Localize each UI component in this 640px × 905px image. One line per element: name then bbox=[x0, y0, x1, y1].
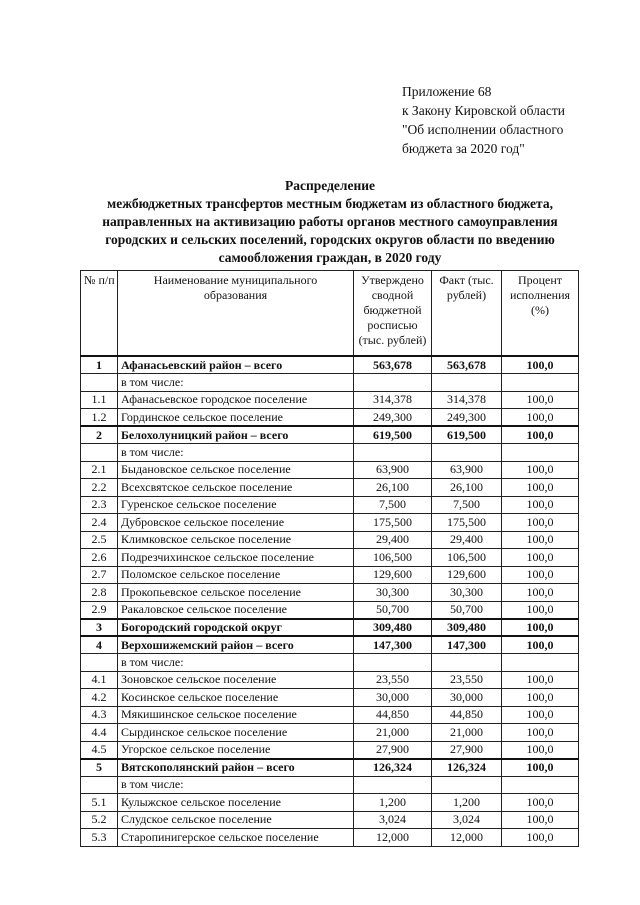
cell-fact: 309,480 bbox=[432, 619, 502, 637]
cell-pct: 100,0 bbox=[502, 636, 579, 654]
cell-plan: 309,480 bbox=[354, 619, 432, 637]
cell-num bbox=[81, 654, 118, 672]
table-row bbox=[81, 461, 579, 479]
cell-num: 2.3 bbox=[81, 496, 118, 514]
cell-pct: 100,0 bbox=[502, 391, 579, 409]
cell-name: Климковское сельское поселение bbox=[118, 531, 354, 549]
cell-name: Мякишинское сельское поселение bbox=[118, 706, 354, 724]
table-row bbox=[81, 654, 579, 672]
table-row-total bbox=[81, 356, 579, 374]
cell-plan: 619,500 bbox=[354, 426, 432, 444]
cell-name: Афанасьевский район – всего bbox=[118, 356, 354, 374]
cell-fact: 249,300 bbox=[432, 409, 502, 427]
cell-fact: 3,024 bbox=[432, 811, 502, 829]
cell-fact bbox=[432, 654, 502, 672]
appendix-line: бюджета за 2020 год" bbox=[402, 141, 525, 156]
title-line: Распределение bbox=[284, 178, 376, 193]
cell-fact: 147,300 bbox=[432, 636, 502, 654]
cell-plan bbox=[354, 776, 432, 794]
table-row-total bbox=[81, 426, 579, 444]
cell-fact: 44,850 bbox=[432, 706, 502, 724]
cell-pct: 100,0 bbox=[502, 601, 579, 619]
cell-fact bbox=[432, 444, 502, 462]
cell-pct: 100,0 bbox=[502, 811, 579, 829]
title-line: самообложения граждан, в 2020 году bbox=[218, 250, 442, 265]
cell-plan: 7,500 bbox=[354, 496, 432, 514]
header-plan: Утверждено сводной бюджетной росписью (тыс. рублей) bbox=[354, 271, 432, 357]
cell-num: 2.4 bbox=[81, 514, 118, 532]
cell-plan: 44,850 bbox=[354, 706, 432, 724]
table-row bbox=[81, 374, 579, 392]
cell-plan: 12,000 bbox=[354, 829, 432, 847]
table-row bbox=[81, 724, 579, 742]
cell-pct bbox=[502, 444, 579, 462]
cell-fact: 30,000 bbox=[432, 689, 502, 707]
cell-num: 2.9 bbox=[81, 601, 118, 619]
table-row bbox=[81, 566, 579, 584]
cell-plan bbox=[354, 654, 432, 672]
table-body bbox=[81, 356, 579, 846]
cell-pct: 100,0 bbox=[502, 409, 579, 427]
cell-num: 1 bbox=[81, 356, 118, 374]
cell-num: 5.3 bbox=[81, 829, 118, 847]
table-row bbox=[81, 391, 579, 409]
cell-name: Прокопьевское сельское поселение bbox=[118, 584, 354, 602]
table-row-total bbox=[81, 636, 579, 654]
cell-name: Всехсвятское сельское поселение bbox=[118, 479, 354, 497]
cell-num bbox=[81, 374, 118, 392]
cell-fact: 126,324 bbox=[432, 759, 502, 777]
header-fact: Факт (тыс. рублей) bbox=[432, 271, 502, 357]
cell-plan: 175,500 bbox=[354, 514, 432, 532]
cell-name: в том числе: bbox=[118, 654, 354, 672]
document-title bbox=[80, 177, 580, 267]
table-row bbox=[81, 601, 579, 619]
cell-name: в том числе: bbox=[118, 374, 354, 392]
table-row bbox=[81, 514, 579, 532]
cell-fact: 29,400 bbox=[432, 531, 502, 549]
cell-num: 4.4 bbox=[81, 724, 118, 742]
cell-plan: 249,300 bbox=[354, 409, 432, 427]
title-line: межбюджетных трансфертов местным бюджетам из областного бюджета, bbox=[107, 196, 553, 211]
cell-pct: 100,0 bbox=[502, 724, 579, 742]
table-row bbox=[81, 549, 579, 567]
cell-num bbox=[81, 444, 118, 462]
cell-name: Угорское сельское поселение bbox=[118, 741, 354, 759]
cell-plan bbox=[354, 374, 432, 392]
table-row bbox=[81, 671, 579, 689]
title-line: городских и сельских поселений, городских округов области по введению bbox=[105, 232, 555, 247]
cell-num: 1.1 bbox=[81, 391, 118, 409]
cell-num: 5.1 bbox=[81, 794, 118, 812]
cell-pct: 100,0 bbox=[502, 794, 579, 812]
cell-fact: 1,200 bbox=[432, 794, 502, 812]
table-row bbox=[81, 829, 579, 847]
cell-fact: 129,600 bbox=[432, 566, 502, 584]
cell-plan: 1,200 bbox=[354, 794, 432, 812]
cell-fact: 314,378 bbox=[432, 391, 502, 409]
cell-pct: 100,0 bbox=[502, 356, 579, 374]
cell-pct: 100,0 bbox=[502, 461, 579, 479]
cell-plan: 63,900 bbox=[354, 461, 432, 479]
table-row bbox=[81, 444, 579, 462]
cell-name: Зоновское сельское поселение bbox=[118, 671, 354, 689]
cell-fact bbox=[432, 374, 502, 392]
cell-num: 2.2 bbox=[81, 479, 118, 497]
header-pct: Процент исполнения (%) bbox=[502, 271, 579, 357]
cell-pct bbox=[502, 374, 579, 392]
cell-num: 2.1 bbox=[81, 461, 118, 479]
cell-num: 4 bbox=[81, 636, 118, 654]
cell-pct: 100,0 bbox=[502, 496, 579, 514]
table-row bbox=[81, 531, 579, 549]
cell-name: в том числе: bbox=[118, 444, 354, 462]
appendix-line: Приложение 68 bbox=[402, 84, 492, 99]
cell-name: Дубровское сельское поселение bbox=[118, 514, 354, 532]
table-row bbox=[81, 496, 579, 514]
cell-num: 2.8 bbox=[81, 584, 118, 602]
cell-plan: 147,300 bbox=[354, 636, 432, 654]
cell-name: Белохолуницкий район – всего bbox=[118, 426, 354, 444]
cell-pct: 100,0 bbox=[502, 741, 579, 759]
cell-num: 3 bbox=[81, 619, 118, 637]
cell-pct: 100,0 bbox=[502, 706, 579, 724]
cell-name: Гординское сельское поселение bbox=[118, 409, 354, 427]
appendix-line: к Закону Кировской области bbox=[402, 103, 566, 118]
cell-pct: 100,0 bbox=[502, 671, 579, 689]
cell-plan: 30,000 bbox=[354, 689, 432, 707]
table-row bbox=[81, 811, 579, 829]
cell-name: Подрезчихинское сельское поселение bbox=[118, 549, 354, 567]
cell-fact: 563,678 bbox=[432, 356, 502, 374]
header-num: № п/п bbox=[81, 271, 118, 357]
cell-plan: 129,600 bbox=[354, 566, 432, 584]
cell-num: 4.3 bbox=[81, 706, 118, 724]
cell-fact: 63,900 bbox=[432, 461, 502, 479]
cell-plan: 29,400 bbox=[354, 531, 432, 549]
table-row-total bbox=[81, 619, 579, 637]
cell-pct: 100,0 bbox=[502, 759, 579, 777]
cell-plan: 23,550 bbox=[354, 671, 432, 689]
cell-pct: 100,0 bbox=[502, 549, 579, 567]
cell-pct: 100,0 bbox=[502, 566, 579, 584]
cell-fact: 23,550 bbox=[432, 671, 502, 689]
cell-fact: 106,500 bbox=[432, 549, 502, 567]
table-row-total bbox=[81, 759, 579, 777]
cell-pct: 100,0 bbox=[502, 829, 579, 847]
cell-fact: 27,900 bbox=[432, 741, 502, 759]
cell-num: 2.5 bbox=[81, 531, 118, 549]
cell-name: Кулыжское сельское поселение bbox=[118, 794, 354, 812]
cell-num: 5.2 bbox=[81, 811, 118, 829]
cell-num: 4.2 bbox=[81, 689, 118, 707]
cell-num: 1.2 bbox=[81, 409, 118, 427]
table-row bbox=[81, 409, 579, 427]
title-line: направленных на активизацию работы органов местного самоуправления bbox=[102, 214, 558, 229]
cell-plan: 27,900 bbox=[354, 741, 432, 759]
cell-fact: 175,500 bbox=[432, 514, 502, 532]
cell-name: Богородский городской округ bbox=[118, 619, 354, 637]
cell-pct: 100,0 bbox=[502, 584, 579, 602]
cell-plan: 50,700 bbox=[354, 601, 432, 619]
cell-fact: 21,000 bbox=[432, 724, 502, 742]
cell-pct bbox=[502, 776, 579, 794]
cell-num: 4.1 bbox=[81, 671, 118, 689]
appendix-line: "Об исполнении областного bbox=[402, 122, 564, 137]
cell-fact: 619,500 bbox=[432, 426, 502, 444]
cell-name: Гуренское сельское поселение bbox=[118, 496, 354, 514]
cell-pct: 100,0 bbox=[502, 619, 579, 637]
cell-plan: 106,500 bbox=[354, 549, 432, 567]
cell-name: Слудское сельское поселение bbox=[118, 811, 354, 829]
cell-name: в том числе: bbox=[118, 776, 354, 794]
transfers-table bbox=[80, 270, 579, 847]
cell-name: Верхошижемский район – всего bbox=[118, 636, 354, 654]
cell-fact: 26,100 bbox=[432, 479, 502, 497]
cell-name: Косинское сельское поселение bbox=[118, 689, 354, 707]
cell-plan: 26,100 bbox=[354, 479, 432, 497]
cell-fact: 50,700 bbox=[432, 601, 502, 619]
cell-name: Сырдинское сельское поселение bbox=[118, 724, 354, 742]
appendix-block bbox=[402, 82, 565, 158]
cell-name: Быдановское сельское поселение bbox=[118, 461, 354, 479]
cell-pct: 100,0 bbox=[502, 514, 579, 532]
table-row bbox=[81, 794, 579, 812]
cell-fact bbox=[432, 776, 502, 794]
cell-pct: 100,0 bbox=[502, 479, 579, 497]
cell-fact: 12,000 bbox=[432, 829, 502, 847]
cell-plan: 563,678 bbox=[354, 356, 432, 374]
cell-plan: 21,000 bbox=[354, 724, 432, 742]
cell-pct: 100,0 bbox=[502, 426, 579, 444]
cell-num bbox=[81, 776, 118, 794]
cell-plan: 126,324 bbox=[354, 759, 432, 777]
cell-plan: 30,300 bbox=[354, 584, 432, 602]
table-header-row bbox=[81, 271, 579, 357]
cell-name: Поломское сельское поселение bbox=[118, 566, 354, 584]
cell-pct: 100,0 bbox=[502, 531, 579, 549]
table-row bbox=[81, 706, 579, 724]
cell-num: 2 bbox=[81, 426, 118, 444]
cell-name: Старопинигерское сельское поселение bbox=[118, 829, 354, 847]
table-row bbox=[81, 776, 579, 794]
cell-num: 2.7 bbox=[81, 566, 118, 584]
cell-pct: 100,0 bbox=[502, 689, 579, 707]
cell-name: Ракаловское сельское поселение bbox=[118, 601, 354, 619]
cell-fact: 7,500 bbox=[432, 496, 502, 514]
table-row bbox=[81, 584, 579, 602]
table-row bbox=[81, 689, 579, 707]
cell-name: Афанасьевское городское поселение bbox=[118, 391, 354, 409]
table-row bbox=[81, 479, 579, 497]
table-row bbox=[81, 741, 579, 759]
cell-plan: 314,378 bbox=[354, 391, 432, 409]
cell-fact: 30,300 bbox=[432, 584, 502, 602]
cell-num: 2.6 bbox=[81, 549, 118, 567]
cell-name: Вятскополянский район – всего bbox=[118, 759, 354, 777]
cell-num: 4.5 bbox=[81, 741, 118, 759]
header-name: Наименование муниципального образования bbox=[118, 271, 354, 357]
cell-plan: 3,024 bbox=[354, 811, 432, 829]
cell-pct bbox=[502, 654, 579, 672]
cell-plan bbox=[354, 444, 432, 462]
cell-num: 5 bbox=[81, 759, 118, 777]
